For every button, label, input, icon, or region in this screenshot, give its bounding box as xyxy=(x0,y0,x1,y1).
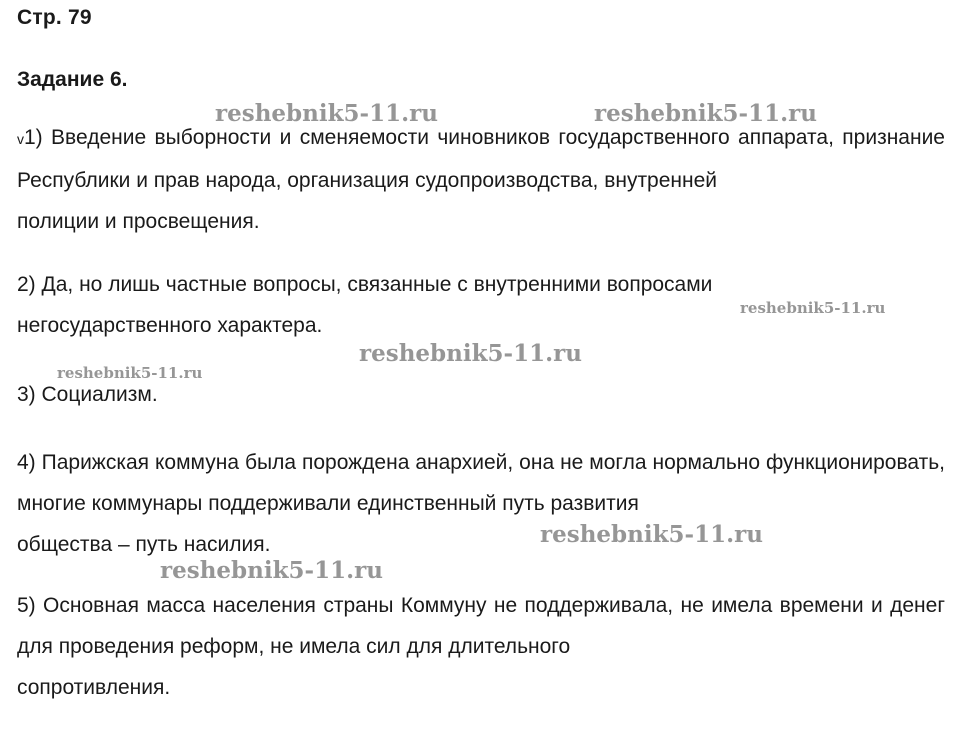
answer-1 xyxy=(17,117,945,242)
answer-1-text: 1) Введение выборности и сменяемости чиновников государственного аппарата, признание Республики и прав народа, организация судопроизводства, внутренней xyxy=(17,126,945,192)
watermark: reshebnik5-11.ru xyxy=(594,100,817,127)
answer-5-text: 5) Основная масса населения страны Коммуну не поддерживала, не имела времени и денег для проведения реформ, не имела сил для длительного xyxy=(17,594,945,658)
watermark: reshebnik5-11.ru xyxy=(359,340,582,367)
answer-5 xyxy=(17,585,945,708)
watermark: reshebnik5-11.ru xyxy=(540,521,763,548)
answer-2 xyxy=(17,264,945,346)
watermark: reshebnik5-11.ru xyxy=(215,100,438,127)
answer-2-text: 2) Да, но лишь частные вопросы, связанные с внутренними вопросами xyxy=(17,273,713,296)
answer-2-last-line: негосударственного характера. xyxy=(17,314,323,337)
answer-3 xyxy=(17,374,945,415)
answer-4-text: 4) Парижская коммуна была порождена анархией, она не могла нормально функционировать, многие коммунары поддерживали единственный путь развития xyxy=(17,451,945,515)
watermark: reshebnik5-11.ru xyxy=(160,557,383,584)
watermark: reshebnik5-11.ru xyxy=(57,364,203,382)
answer-1-last-line: полиции и просвещения. xyxy=(17,210,260,233)
answer-3-text: 3) Социализм. xyxy=(17,383,158,406)
answer-4 xyxy=(17,442,945,565)
answer-5-last-line: сопротивления. xyxy=(17,676,171,699)
answer-1-prefix: v xyxy=(17,131,24,147)
page-number: Стр. 79 xyxy=(17,6,92,29)
task-title: Задание 6. xyxy=(17,68,128,91)
answer-4-last-line: общества – путь насилия. xyxy=(17,533,271,556)
watermark: reshebnik5-11.ru xyxy=(740,299,886,317)
